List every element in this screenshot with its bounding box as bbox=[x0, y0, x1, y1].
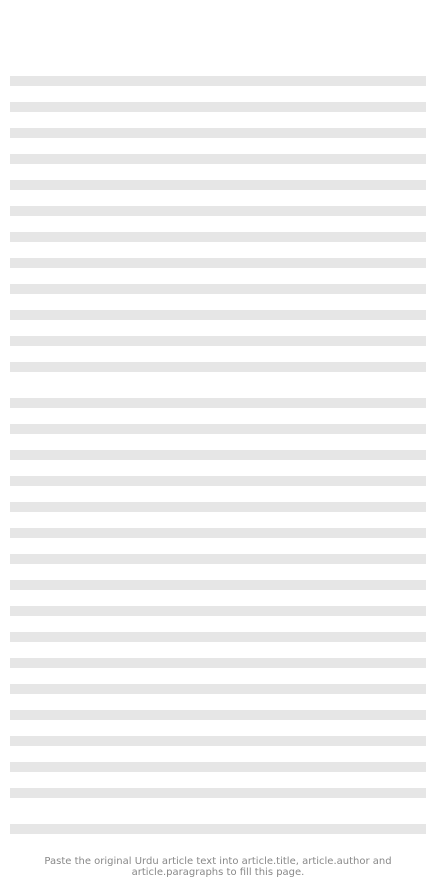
article-title bbox=[10, 14, 426, 34]
paragraph-placeholder bbox=[10, 68, 426, 380]
article-paragraph bbox=[10, 68, 426, 380]
article-paragraph bbox=[10, 390, 426, 806]
transcription-note: Paste the original Urdu article text into article.title, article.author and article.paragraphs to fill this page. bbox=[44, 856, 392, 878]
article-paragraph bbox=[10, 816, 426, 842]
author-name bbox=[10, 44, 426, 60]
paragraph-placeholder bbox=[10, 390, 426, 806]
paragraph-placeholder bbox=[10, 816, 426, 842]
